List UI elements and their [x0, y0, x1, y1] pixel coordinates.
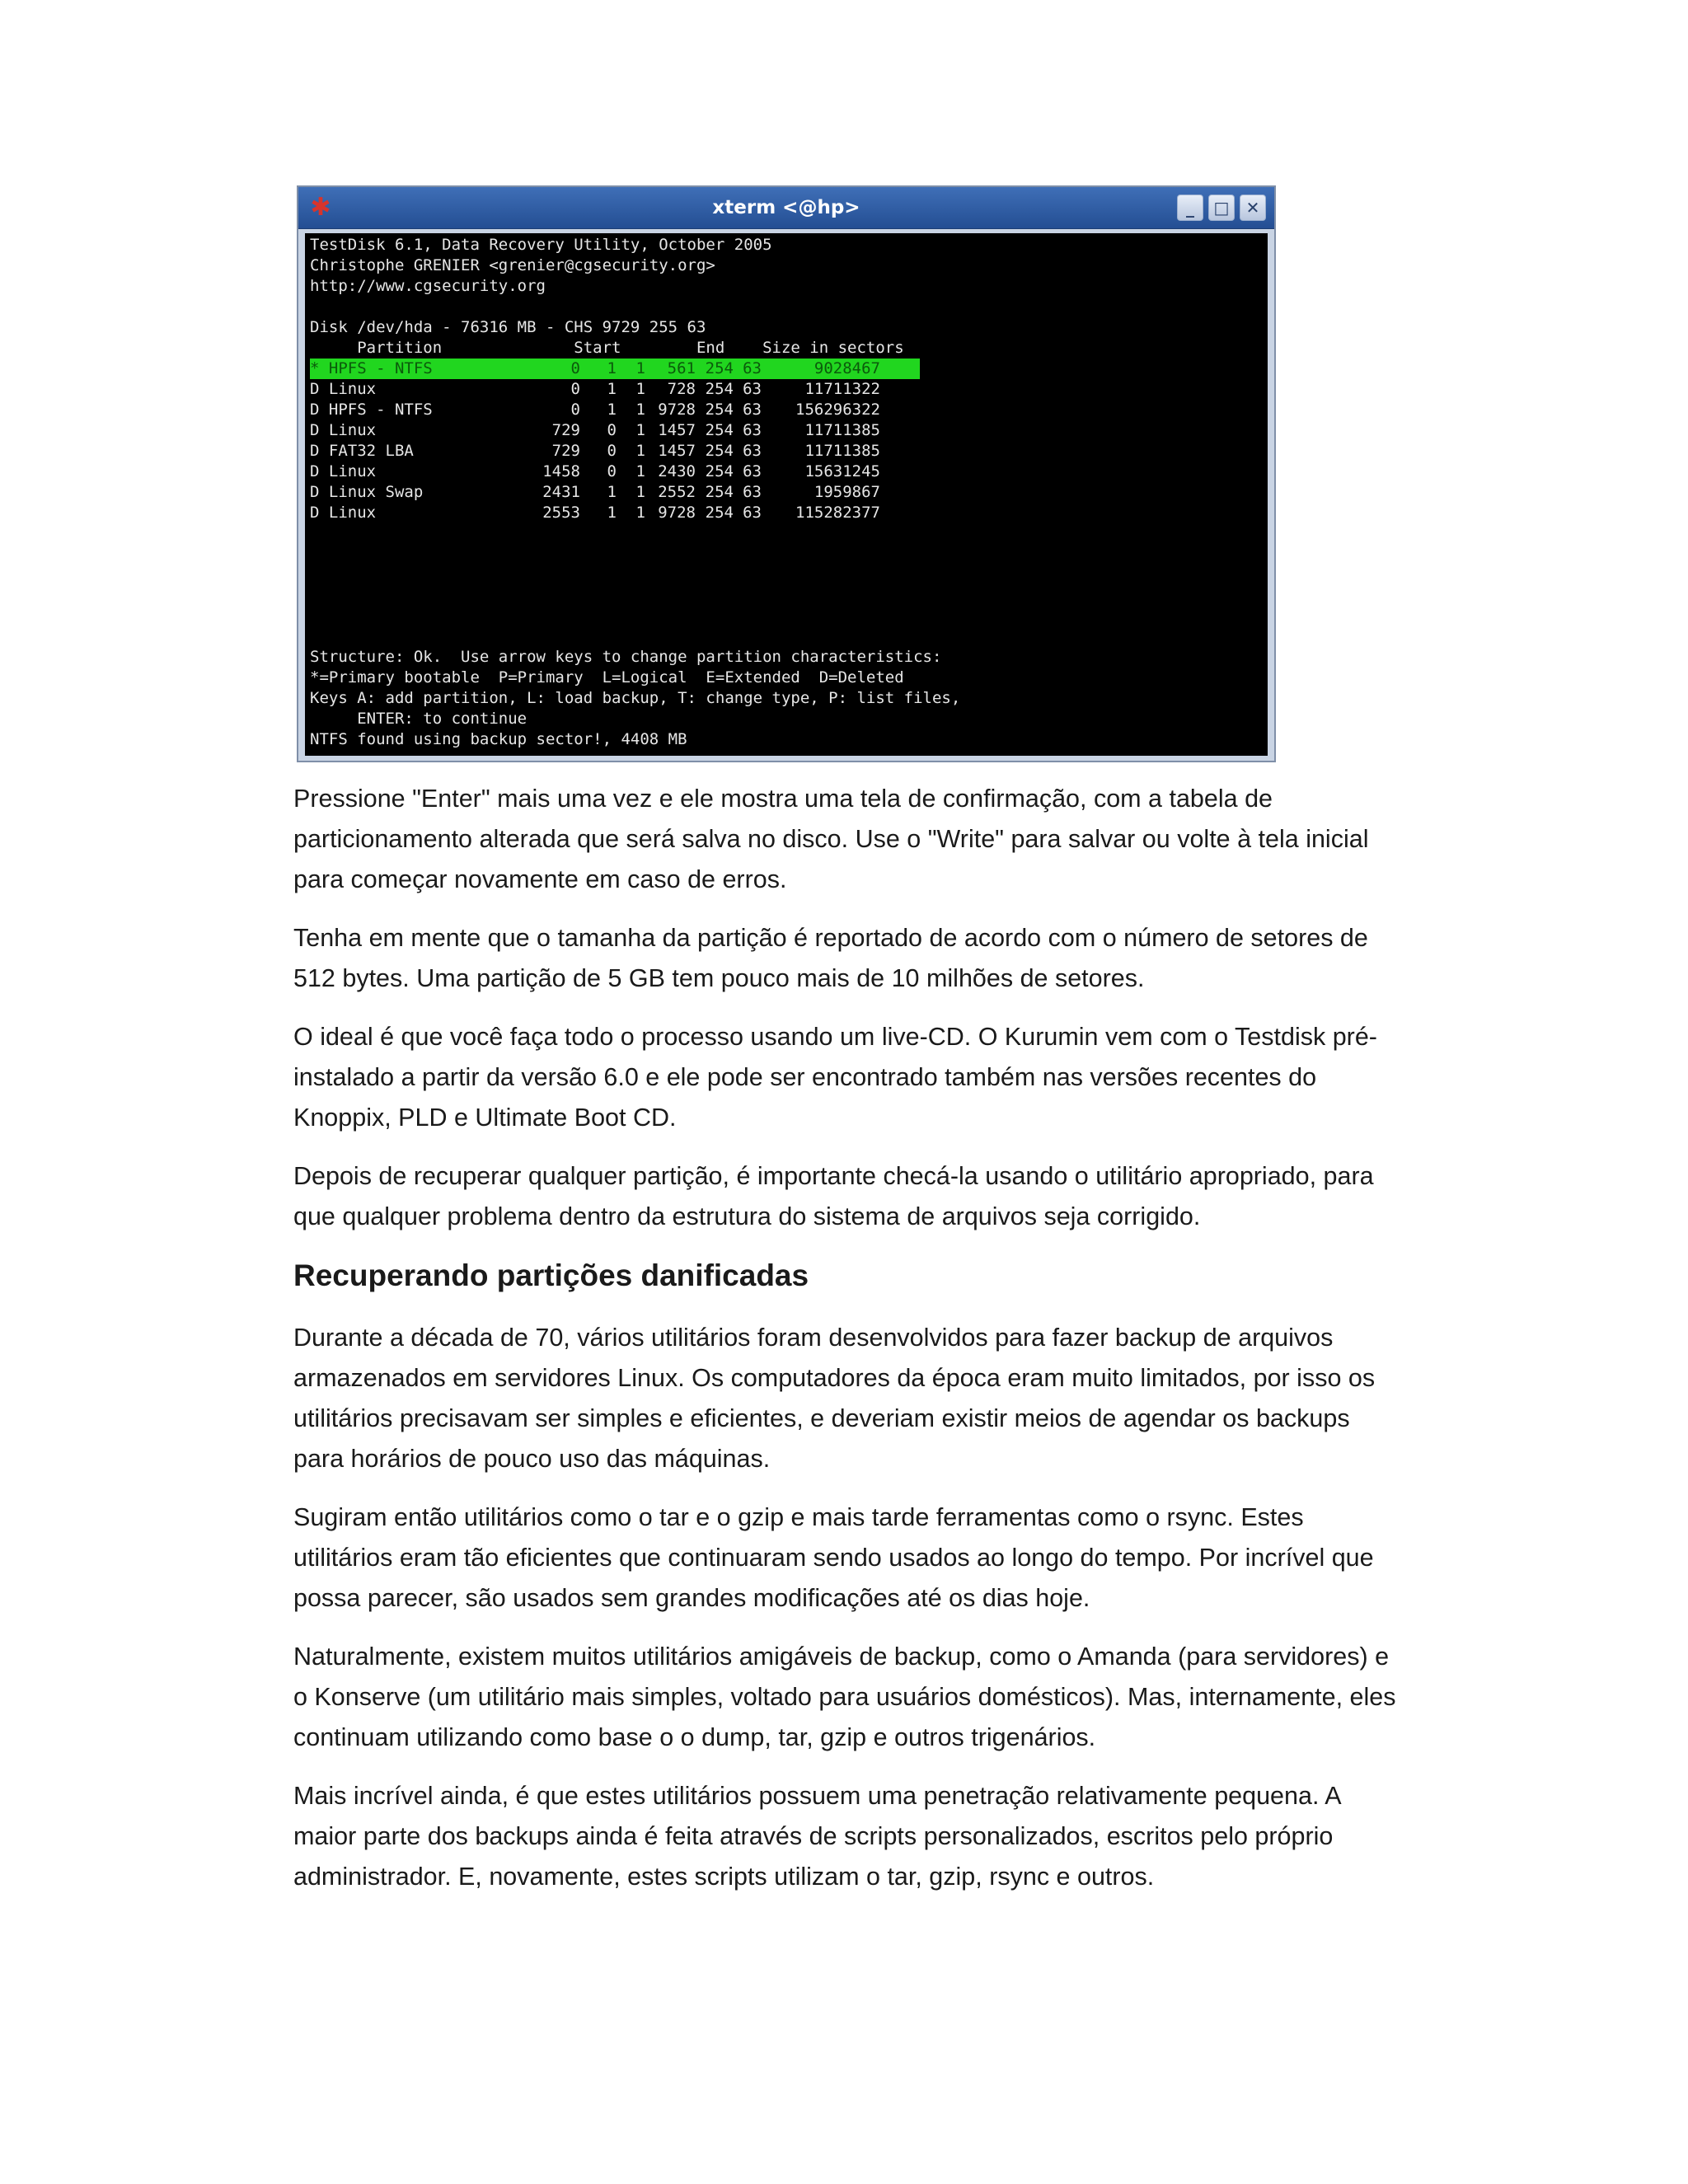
partition-cell-start-c: 2553 [542, 504, 580, 522]
partition-cell-name: D Linux [310, 421, 377, 439]
terminal-footer-line: Keys A: add partition, L: load backup, T: change type, P: list files, [310, 689, 961, 707]
partition-cell-start-c: 0 [570, 380, 580, 398]
partition-cell-start-h: 1 [607, 359, 617, 377]
partition-cell-name: D HPFS - NTFS [310, 401, 433, 419]
partition-cell-name: D Linux Swap [310, 483, 424, 501]
partition-cell-end-c: 9728 [658, 401, 696, 419]
terminal-header-line: Christophe GRENIER <grenier@cgsecurity.org> [310, 256, 715, 274]
partition-cell-start-c: 729 [551, 442, 580, 460]
partition-cell-start-c: 0 [570, 359, 580, 377]
disk-info-line: Disk /dev/hda - 76316 MB - CHS 9729 255 63 [310, 318, 706, 336]
window-titlebar[interactable] [298, 187, 1274, 229]
partition-cell-start-h: 1 [607, 380, 617, 398]
paragraph: Sugiram então utilitários como o tar e o gzip e mais tarde ferramentas como o rsync. Estes utilitários eram tão eficientes que continuaram sendo usados ao longo do tempo. Por incrível que possa parecer, são usados sem grandes modificações até os dias hoje. [293, 1503, 1374, 1612]
terminal-footer-line: ENTER: to continue [310, 710, 528, 728]
partition-cell-end-s: 63 [743, 380, 762, 398]
partition-cell-start-s: 1 [635, 380, 645, 398]
partition-cell-end-c: 9728 [658, 504, 696, 522]
partition-cell-name: D Linux [310, 504, 377, 522]
partition-cell-size: 15631245 [804, 462, 880, 480]
section-heading: Recuperando partições danificadas [293, 1258, 809, 1292]
partition-cell-end-c: 1457 [658, 421, 696, 439]
partition-cell-size: 156296322 [795, 401, 880, 419]
partition-cell-end-h: 254 [705, 359, 734, 377]
partition-cell-start-c: 729 [551, 421, 580, 439]
partition-cell-end-h: 254 [705, 380, 734, 398]
terminal-header-line: TestDisk 6.1, Data Recovery Utility, October 2005 [310, 236, 772, 254]
partition-cell-end-h: 254 [705, 442, 734, 460]
partition-cell-end-c: 2552 [658, 483, 696, 501]
partition-cell-start-s: 1 [635, 401, 645, 419]
partition-cell-end-c: 2430 [658, 462, 696, 480]
partition-cell-end-h: 254 [705, 421, 734, 439]
terminal-footer-line: NTFS found using backup sector!, 4408 MB [310, 730, 687, 748]
partition-cell-end-h: 254 [705, 462, 734, 480]
partition-cell-start-h: 1 [607, 401, 617, 419]
partition-cell-name: D Linux [310, 462, 377, 480]
terminal-footer-line: Structure: Ok. Use arrow keys to change partition characteristics: [310, 648, 942, 666]
paragraph: Pressione "Enter" mais uma vez e ele mostra uma tela de confirmação, com a tabela de particionamento alterada que será salva no disco. Use o "Write" para salvar ou volte à tela inicial para começar novamente em caso de erros. [293, 785, 1369, 893]
partition-cell-start-s: 1 [635, 462, 645, 480]
window-title: xterm <@hp> [712, 197, 860, 218]
partition-cell-end-h: 254 [705, 401, 734, 419]
partition-cell-start-s: 1 [635, 483, 645, 501]
partition-cell-name: * HPFS - NTFS [310, 359, 433, 377]
paragraph: Naturalmente, existem muitos utilitários amigáveis de backup, como o Amanda (para servidores) e o Konserve (um utilitário mais simples, voltado para usuários domésticos). Mas, internamente, eles continuam utilizando como base o o dump, tar, gzip e outros trigenários. [293, 1643, 1396, 1751]
partition-row-selected[interactable] [310, 359, 920, 379]
terminal-screen[interactable] [305, 233, 1268, 756]
terminal-footer-line: *=Primary bootable P=Primary L=Logical E=Extended D=Deleted [310, 668, 904, 687]
partition-cell-end-s: 63 [743, 401, 762, 419]
partition-cell-end-s: 63 [743, 483, 762, 501]
partition-cell-start-h: 0 [607, 462, 617, 480]
partition-cell-end-s: 63 [743, 359, 762, 377]
partition-cell-size: 1959867 [814, 483, 880, 501]
partition-cell-start-s: 1 [635, 442, 645, 460]
partition-cell-end-s: 63 [743, 442, 762, 460]
partition-cell-start-h: 1 [607, 504, 617, 522]
partition-cell-end-c: 728 [667, 380, 696, 398]
partition-cell-end-s: 63 [743, 421, 762, 439]
partition-cell-end-h: 254 [705, 483, 734, 501]
partition-cell-start-s: 1 [635, 359, 645, 377]
paragraph: Tenha em mente que o tamanha da partição é reportado de acordo com o número de setores de 512 bytes. Uma partição de 5 GB tem pouco mais de 10 milhões de setores. [293, 924, 1368, 992]
partition-cell-size: 115282377 [795, 504, 880, 522]
partition-cell-name: D Linux [310, 380, 377, 398]
partition-cell-size: 9028467 [814, 359, 880, 377]
partition-cell-size: 11711385 [804, 442, 880, 460]
partition-cell-start-h: 0 [607, 442, 617, 460]
document-body [293, 779, 1398, 1915]
partition-cell-end-c: 561 [667, 359, 696, 377]
terminal-header-line: http://www.cgsecurity.org [310, 277, 546, 295]
partition-columns-header: Partition Start End Size in sectors [310, 339, 904, 357]
partition-cell-end-c: 1457 [658, 442, 696, 460]
app-logo-icon[interactable]: ✱ [310, 193, 331, 222]
partition-cell-start-c: 2431 [542, 483, 580, 501]
paragraph: Depois de recuperar qualquer partição, é importante checá-la usando o utilitário apropriado, para que qualquer problema dentro da estrutura do sistema de arquivos seja corrigido. [293, 1162, 1374, 1230]
partition-cell-start-c: 0 [570, 401, 580, 419]
paragraph: Mais incrível ainda, é que estes utilitários possuem uma penetração relativamente pequena. A maior parte dos backups ainda é feita através de scripts personalizados, escritos pelo próprio administrador. E, novamente, estes scripts utilizam o tar, gzip, rsync e outros. [293, 1782, 1340, 1891]
window-controls [1177, 194, 1266, 221]
partition-cell-start-h: 1 [607, 483, 617, 501]
xterm-window [297, 185, 1276, 762]
partition-cell-size: 11711385 [804, 421, 880, 439]
partition-cell-end-s: 63 [743, 504, 762, 522]
partition-cell-start-s: 1 [635, 504, 645, 522]
partition-cell-start-c: 1458 [542, 462, 580, 480]
maximize-icon[interactable]: □ [1208, 194, 1235, 221]
partition-cell-end-h: 254 [705, 504, 734, 522]
partition-cell-name: D FAT32 LBA [310, 442, 414, 460]
paragraph: O ideal é que você faça todo o processo usando um live-CD. O Kurumin vem com o Testdisk pré-instalado a partir da versão 6.0 e ele pode ser encontrado também nas versões recentes do Knoppix, PLD e Ultimate Boot CD. [293, 1023, 1377, 1132]
partition-cell-start-s: 1 [635, 421, 645, 439]
paragraph: Durante a década de 70, vários utilitários foram desenvolvidos para fazer backup de arquivos armazenados em servidores Linux. Os computadores da época eram muito limitados, por isso os utilitários precisavam ser simples e eficientes, e deveriam existir meios de agendar os backups para horários de pouco uso das máquinas. [293, 1324, 1376, 1473]
partition-cell-size: 11711322 [804, 380, 880, 398]
partition-cell-start-h: 0 [607, 421, 617, 439]
minimize-icon[interactable]: _ [1177, 194, 1203, 221]
partition-cell-end-s: 63 [743, 462, 762, 480]
close-icon[interactable]: ✕ [1240, 194, 1266, 221]
